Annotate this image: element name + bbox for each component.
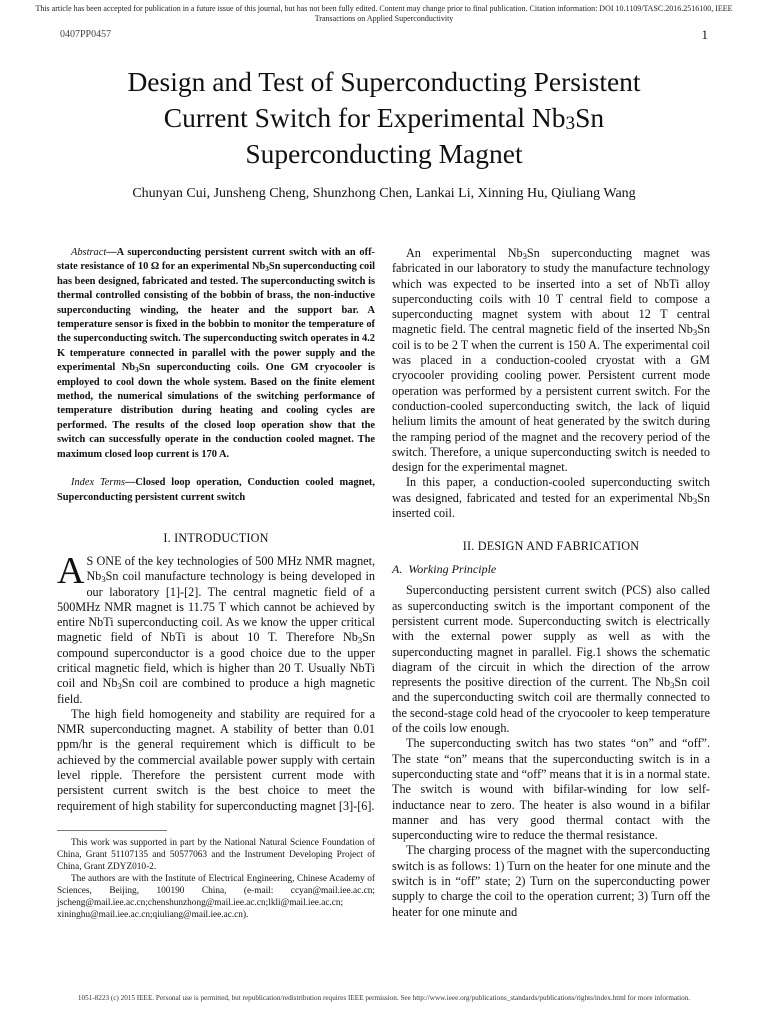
index-terms-text: Closed loop operation, Conduction cooled magnet, Superconducting persistent current switch bbox=[57, 477, 375, 503]
index-terms-label: Index Terms bbox=[71, 477, 125, 489]
abstract-label: Abstract bbox=[71, 247, 107, 258]
subscript: 3 bbox=[357, 635, 363, 646]
em-dash: — bbox=[125, 477, 136, 489]
body-text: Sn compound superconductor is a good choice due to the upper critical magnetic field, which is higher than 20 T. Usually NbTi coil and Nb bbox=[57, 630, 375, 691]
subscript: 3 bbox=[117, 681, 122, 692]
abstract bbox=[57, 246, 375, 462]
heading-initial: I bbox=[174, 530, 179, 545]
title-text: Sn bbox=[575, 102, 605, 133]
paper-title bbox=[60, 64, 708, 172]
intro-paragraph-3 bbox=[392, 246, 710, 475]
title-line-2 bbox=[164, 102, 604, 133]
body-text: Sn coil are combined to produce a high magnetic field. bbox=[57, 676, 375, 706]
intro-paragraph-1 bbox=[57, 549, 376, 707]
paper-id: 0407PP0457 bbox=[60, 29, 112, 40]
page-number: 1 bbox=[701, 27, 708, 42]
design-paragraph-1 bbox=[392, 583, 710, 736]
lead-words: S ONE bbox=[86, 553, 122, 568]
copyright-footer: 1051-8223 (c) 2015 IEEE. Personal use is permitted, but republication/redistribution requires IEEE permission. See http://www.ieee.org/publications_standards/publications/rights/index.html for more information. bbox=[77, 994, 691, 1002]
body-text: Sn coil and the superconducting switch coil are thermally connected to the second-stage cold head of the cryocooler to keep temperature of the coils low enough. bbox=[392, 675, 710, 736]
author-list: Chunyan Cui, Junsheng Cheng, Shunzhong Chen, Lankai Li, Xinning Hu, Qiuliang Wang bbox=[132, 186, 636, 201]
title-line-3: Superconducting Magnet bbox=[245, 138, 523, 169]
heading-rest: NTRODUCTION bbox=[178, 530, 269, 545]
title-text: Current Switch for Experimental Nb bbox=[163, 102, 566, 133]
abstract-text: Sn superconducting coils. One GM cryocooler is employed to cool down the whole system. Based on the finite element method, the numerical simulations of the switching performance of temperature distribution during heating and cooling cycles are performed. The results of the closed loop operation show that the switch can successfully operate in the conduction cooled magnet. The maximum closed loop current is 170 A. bbox=[57, 362, 375, 460]
em-dash: — bbox=[106, 247, 117, 258]
index-terms bbox=[57, 476, 375, 505]
subscript: 3 bbox=[135, 366, 139, 375]
heading-rest: ESIGN AND bbox=[486, 539, 557, 554]
drop-cap: A bbox=[57, 549, 85, 592]
subscript: 3 bbox=[522, 251, 527, 261]
left-column bbox=[57, 246, 375, 921]
intro-paragraph-4 bbox=[392, 475, 710, 521]
design-paragraph-2: The superconducting switch has two states “on” and “off”. The state “on” means that the superconducting switch is in a superconducting state and “off” means that it is in a normal state. The switch is wound with bifilar-winding for low self-inductance near to zero. The heater is also wound in a bifilar manner and has very good thermal contact with the superconducting wire to reduce the thermal resistance. bbox=[392, 736, 710, 843]
subscript: 3 bbox=[565, 113, 576, 134]
subscript: 3 bbox=[265, 265, 269, 274]
section-numeral: II. bbox=[462, 539, 475, 554]
heading-initial: D bbox=[477, 539, 487, 554]
subscript: 3 bbox=[101, 574, 106, 585]
subsection-title: Working Principle bbox=[408, 562, 497, 577]
subscript: 3 bbox=[692, 495, 698, 506]
title-line-1: Design and Test of Superconducting Persistent bbox=[127, 66, 641, 97]
body-text: Sn inserted coil. bbox=[392, 490, 710, 521]
right-column bbox=[392, 246, 710, 920]
subsection-heading bbox=[392, 562, 710, 577]
section-heading-design bbox=[392, 539, 710, 554]
heading-initial: F bbox=[556, 539, 564, 554]
subscript: 3 bbox=[692, 327, 698, 338]
subscript: 3 bbox=[670, 680, 675, 691]
footnote-divider bbox=[57, 830, 167, 831]
subsection-label: A. bbox=[392, 562, 403, 577]
body-text: Superconducting persistent current switch (PCS) also called as superconducting switch is the important component of the persistent current mode. Superconducting switch is electrically with the external power supply as well as with the superconducting magnet in parallel. Fig.1 shows the schematic diagram of the circuit in which the direction of the arrow represents the positive direction of the current. The Nb bbox=[392, 583, 710, 690]
body-text: Sn superconducting magnet was fabricated in our laboratory to study the manufacture technology which was expected to be inserted into a set of NbTi alloy superconducting coils with 10 T central field to compose a superconducting magnet system with about 12 T central magnetic field. The central magnetic field of the inserted Nb bbox=[392, 246, 711, 337]
body-text: In this paper, a conduction-cooled superconducting switch was designed, fabricated and tested for an experimental Nb bbox=[392, 475, 710, 505]
heading-rest: ABRICATION bbox=[563, 539, 640, 554]
body-text: of the key technologies of 500 MHz NMR magnet, Nb bbox=[86, 553, 376, 584]
body-text: Sn coil is to be 2 T when the current is 150 A. The experimental coil was placed in a conduction-cooled cryostat with a GM cryocooler providing cooling power. Persistent current mode operation was performed by a persistent current switch. For the conduction-cooled superconducting switch, the lack of liquid helium limits the amount of heat generated by the switch during the ramping period of the magnet and the recovery period of the switch. Therefore, a unique superconducting switch is needed to design for the experimental magnet. bbox=[392, 322, 710, 475]
journal-notice: This article has been accepted for publication in a future issue of this journal, but has not been fully edited. Content may change prior to final publication. Citation information: DOI 10.1109/TASC.2016.2516100, IEEE Transactions on Applied Superconductivity bbox=[35, 4, 733, 23]
intro-paragraph-2: The high field homogeneity and stability are required for a NMR superconducting magnet. A stability of better than 0.01 ppm/hr is the general requirement which is difficult to be achieved by the commercial available power supply with certain level ripple. Therefore the persistent current mode with persistent current switch is the best choice to meet the requirement of high stability for superconducting magnet [3]-[6]. bbox=[57, 706, 375, 813]
footnote-funding: This work was supported in part by the National Natural Science Foundation of China, Grant 51107135 and 50577063 and the Instrument Developing Project of China, Grant ZDYZ010-2. bbox=[57, 837, 375, 872]
section-heading-introduction bbox=[57, 531, 375, 546]
abstract-text: Sn superconducting coil has been designed, fabricated and tested. The superconducting switch is thermal controlled consisting of the bobbin of brass, the non-inductive superconducting winding, the heater and the support bar. A temperature sensor is fixed in the bobbin to monitor the temperature of the superconducting switch. The superconducting switch operates in 4.2 K temperature connected in parallel with the power supply and the experimental Nb bbox=[57, 261, 375, 374]
body-text: An experimental Nb bbox=[406, 246, 523, 260]
footnote-affiliation: The authors are with the Institute of Electrical Engineering, Chinese Academy of Sciences, Beijing, 100190 China, (e-mail: ccyan@mail.iee.ac.cn; jscheng@mail.iee.ac.cn;chenshunzhong@mail.iee.ac.cn;lkli@mail.iee.ac.cn; xininghu@mail.iee.ac.cn;qiuliang@mail.iee.ac.cn). bbox=[57, 873, 375, 920]
abstract-text: A superconducting persistent current switch with an off-state resistance of 10 Ω for an experimental Nb bbox=[57, 247, 375, 273]
design-paragraph-3: The charging process of the magnet with the superconducting switch is as follows: 1) Turn on the heater for one minute and the switch is in “off” state; 2) Turn on the superconducting power supply to charge the coil to the operation current; 3) Turn off the heater for one minute and bbox=[392, 843, 710, 919]
body-text: Sn coil manufacture technology is being developed in our laboratory [1]-[2]. The central magnetic field of a 500MHz NMR magnet is 11.75 T which cannot be achieved by entire NbTi superconducting coil. As we know the upper critical magnetic field of NbTi is about 10 T. Therefore Nb bbox=[57, 569, 375, 645]
section-numeral: I. bbox=[163, 530, 171, 545]
